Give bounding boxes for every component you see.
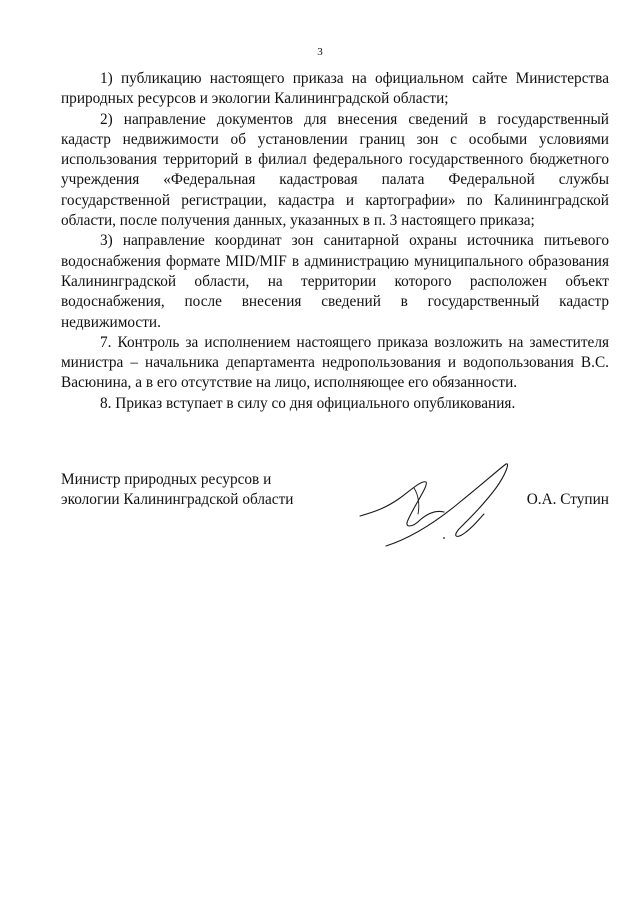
paragraph-cadastre-documents: 2) направление документов для внесения сведений в государственный кадастр недвижимости об установлении границ зон с особыми условиями использования территорий в филиал федерального государственного бюджетного учреждения «Федеральная кадастровая палата Федеральной службы государственной регистрации, кадастра и картографии» по Калининградской области, после получения данных, указанных в п. 3 настоящего приказа;: [61, 110, 609, 230]
signer-position: [61, 470, 293, 511]
document-body: [61, 69, 609, 414]
signer-position-line-1: Министр природных ресурсов и: [61, 471, 272, 488]
handwritten-signature: [356, 458, 526, 554]
paragraph-effective-date: 8. Приказ вступает в силу со дня официального опубликования.: [100, 394, 516, 412]
page-number: 3: [317, 46, 323, 58]
paragraph-control: 7. Контроль за исполнением настоящего приказа возложить на заместителя министра – начальника департамента недропользования и водопользования В.С. Васюнина, а в его отсутствие на лицо, исполняющее его обязанности.: [61, 333, 609, 392]
paragraph-coordinates: 3) направление координат зон санитарной охраны источника питьевого водоснабжения формате MID/MIF в администрацию муниципального образования Калининградской области, на территории которого расположен объект водоснабжения, после внесения сведений в государственный кадастр недвижимости.: [61, 232, 609, 331]
signer-name: О.А. Ступин: [526, 491, 609, 508]
signature-block: [61, 470, 609, 560]
paragraph-publication: 1) публикацию настоящего приказа на официальном сайте Министерства природных ресурсов и экологии Калининградской области;: [61, 70, 609, 108]
signer-position-line-2: экологии Калининградской области: [61, 491, 294, 509]
